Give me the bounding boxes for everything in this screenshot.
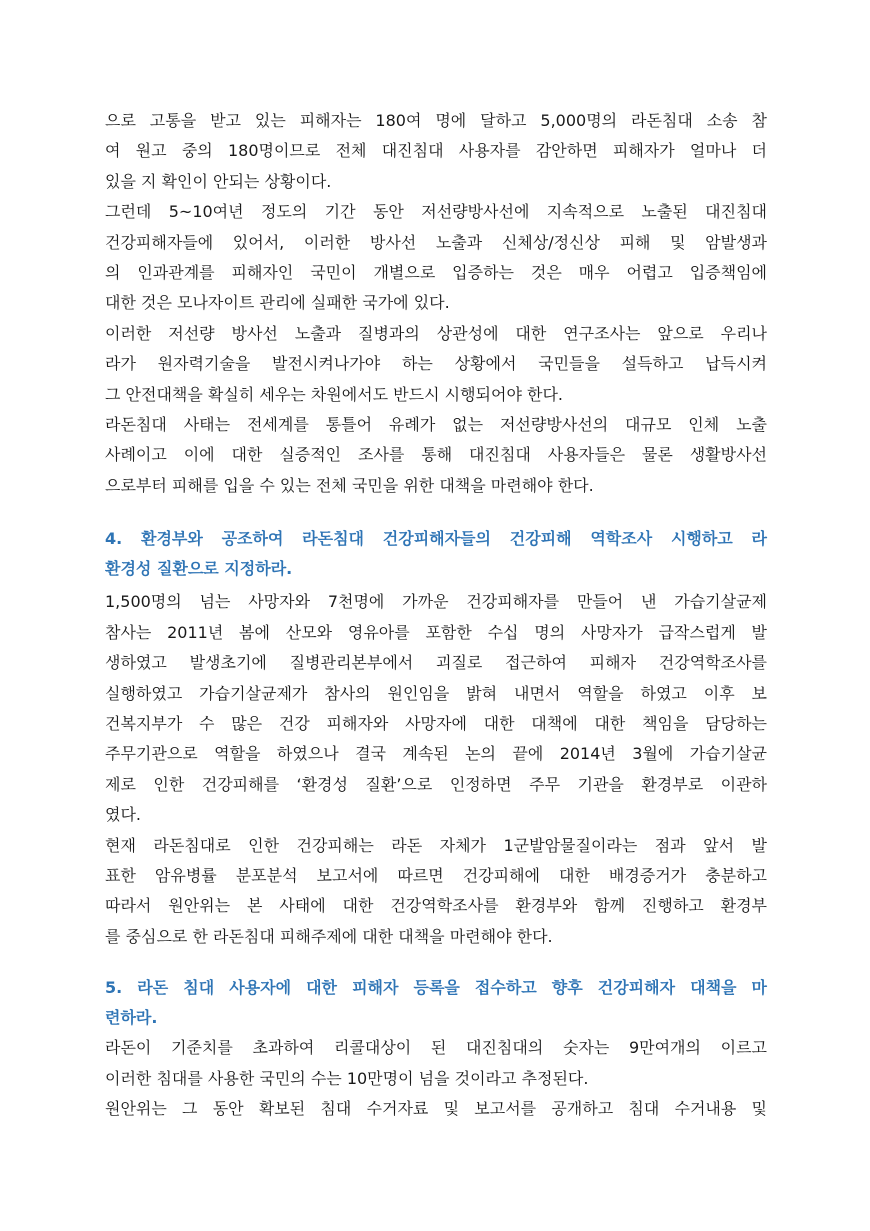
text-line: 건복지부가 수 많은 건강 피해자와 사망자에 대한 대책에 대한 책임을 담당하는 xyxy=(105,713,767,733)
intro-paragraph-2 xyxy=(105,197,767,319)
intro-paragraph-3 xyxy=(105,319,767,410)
text-line: 라가 원자력기술을 발전시켜나가야 하는 상황에서 국민들을 설득하고 납득시켜 xyxy=(105,354,767,374)
text-line: 이러한 저선량 방사선 노출과 질병과의 상관성에 대한 연구조사는 앞으로 우리나 xyxy=(105,323,767,343)
text-line: 라돈이 기준치를 초과하여 리콜대상이 된 대진침대의 숫자는 9만여개의 이르고 xyxy=(105,1038,767,1058)
text-line: 대한 것은 모나자이트 관리에 실패한 국가에 있다. xyxy=(105,293,450,313)
text-line: 현재 라돈침대로 인한 건강피해는 라돈 자체가 1군발암물질이라는 점과 앞서 발 xyxy=(105,835,767,855)
text-line: 따라서 원안위는 본 사태에 대한 건강역학조사를 환경부와 함께 진행하고 환경부 xyxy=(105,896,767,916)
section-5-paragraph-1 xyxy=(105,1033,767,1094)
text-line: 건강피해자들에 있어서, 이러한 방사선 노출과 신체상/정신상 피해 및 암발생과 xyxy=(105,232,767,252)
section-4 xyxy=(105,524,767,952)
spacer xyxy=(105,501,767,524)
text-line: 그런데 5~10여년 정도의 기간 동안 저선량방사선에 지속적으로 노출된 대진침대 xyxy=(105,202,767,222)
section-heading: 련하라. xyxy=(105,1008,158,1028)
section-4-paragraph-2 xyxy=(105,831,767,953)
text-line: 의 인과관계를 피해자인 국민이 개별으로 입증하는 것은 매우 어렵고 입증책임에 xyxy=(105,263,767,283)
section-heading: 4. 환경부와 공조하여 라돈침대 건강피해자들의 건강피해 역학조사 시행하고 라 xyxy=(105,529,767,549)
text-line: 실행하였고 가습기살균제가 참사의 원인임을 밝혀 내면서 역할을 하였고 이후 보 xyxy=(105,683,767,703)
text-line: 이러한 침대를 사용한 국민의 수는 10만명이 넘을 것이라고 추정된다. xyxy=(105,1068,589,1088)
section-heading: 환경성 질환으로 지정하라. xyxy=(105,559,293,579)
text-line: 참사는 2011년 봄에 산모와 영유아를 포함한 수십 명의 사망자가 급작스럽게 발 xyxy=(105,622,767,642)
text-line: 를 중심으로 한 라돈침대 피해주제에 대한 대책을 마련해야 한다. xyxy=(105,926,553,946)
text-line: 1,500명의 넘는 사망자와 7천명에 가까운 건강피해자를 만들어 낸 가습기살균제 xyxy=(105,592,767,612)
text-line: 원안위는 그 동안 확보된 침대 수거자료 및 보고서를 공개하고 침대 수거내용 및 xyxy=(105,1098,767,1118)
text-line: 생하였고 발생초기에 질병관리본부에서 괴질로 접근하여 피해자 건강역학조사를 xyxy=(105,653,767,673)
text-line: 으로부터 피해를 입을 수 있는 전체 국민을 위한 대책을 마련해야 한다. xyxy=(105,475,594,495)
section-5-paragraph-2 xyxy=(105,1094,767,1124)
text-line: 있을 지 확인이 안되는 상황이다. xyxy=(105,171,332,191)
section-4-paragraph-1 xyxy=(105,587,767,830)
text-line: 주무기관으로 역할을 하였으나 결국 계속된 논의 끝에 2014년 3월에 가습기살균 xyxy=(105,744,767,764)
text-line: 으로 고통을 받고 있는 피해자는 180여 명에 달하고 5,000명의 라돈침대 소송 참 xyxy=(105,111,767,130)
text-line: 여 원고 중의 180명이므로 전체 대진침대 사용자를 감안하면 피해자가 얼마나 더 xyxy=(105,141,767,161)
intro-paragraph-1 xyxy=(105,106,767,197)
section-5 xyxy=(105,973,767,1124)
text-line: 표한 암유병률 분포분석 보고서에 따르면 건강피해에 대한 배경증거가 충분하고 xyxy=(105,865,767,885)
spacer xyxy=(105,952,767,973)
document-page xyxy=(105,106,767,1124)
text-line: 라돈침대 사태는 전세계를 통틀어 유례가 없는 저선량방사선의 대규모 인체 노출 xyxy=(105,415,767,435)
section-heading: 5. 라돈 침대 사용자에 대한 피해자 등록을 접수하고 향후 건강피해자 대책을 마 xyxy=(105,978,767,998)
text-line: 사례이고 이에 대한 실증적인 조사를 통해 대진침대 사용자들은 물론 생활방사선 xyxy=(105,445,767,465)
text-line: 그 안전대책을 확실히 세우는 차원에서도 반드시 시행되어야 한다. xyxy=(105,384,564,404)
text-line: 제로 인한 건강피해를 ‘환경성 질환’으로 인정하면 주무 기관을 환경부로 이관하 xyxy=(105,774,767,794)
intro-paragraph-4 xyxy=(105,410,767,501)
text-line: 였다. xyxy=(105,805,141,825)
